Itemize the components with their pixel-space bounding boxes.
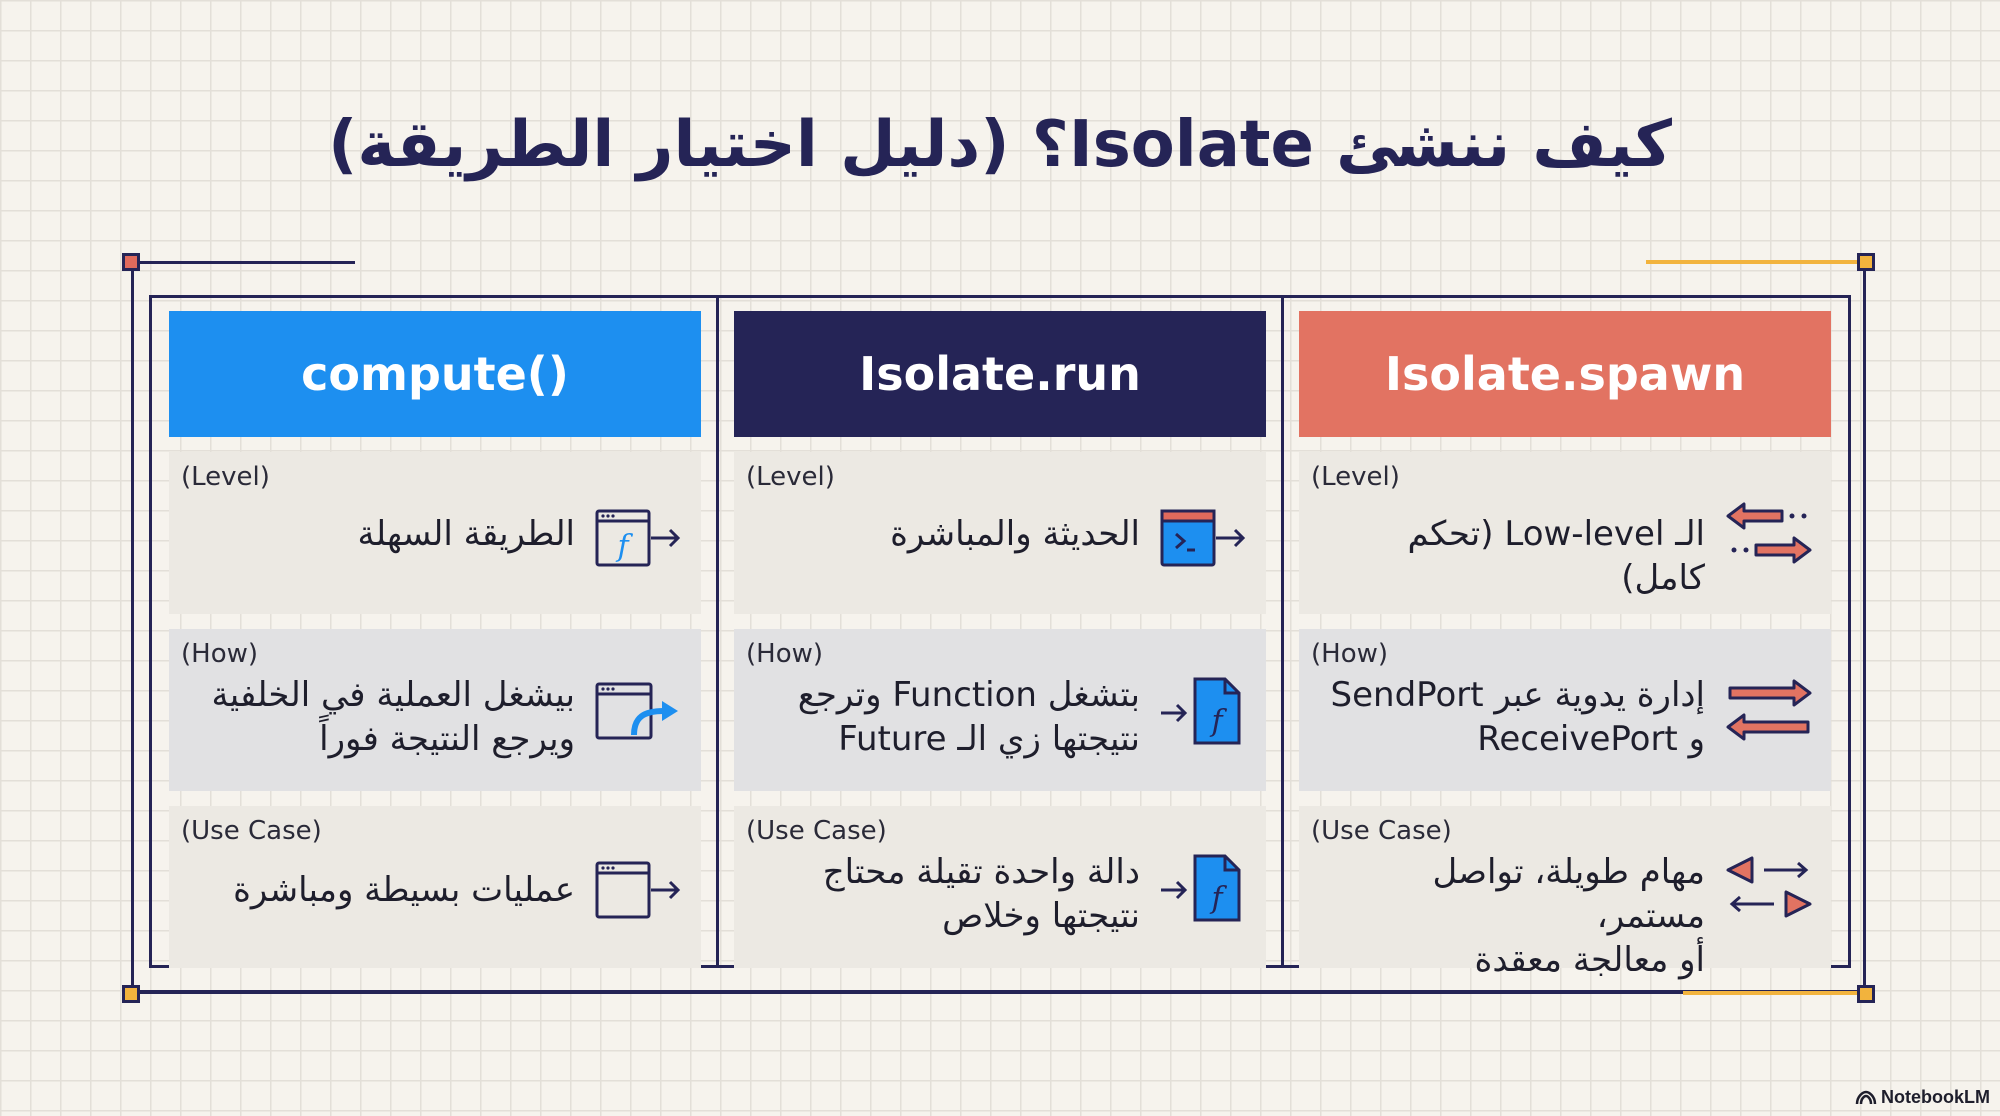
text-line: دالة واحدة تقيلة محتاج	[822, 852, 1140, 892]
text-line: أو معالجة معقدة	[1474, 940, 1705, 980]
bidirectional-arrows-icon	[1724, 498, 1814, 570]
exchange-triangle-arrows-icon	[1724, 852, 1814, 924]
function-window-arrow-icon	[594, 504, 684, 576]
run-how-text	[750, 673, 1140, 761]
run-usecase-cell	[734, 806, 1266, 968]
spawn-usecase-text	[1315, 850, 1705, 982]
header-isolate-run: Isolate.run	[734, 311, 1266, 437]
run-level-cell	[734, 452, 1266, 614]
svg-text:f: f	[617, 529, 629, 564]
window-return-arrow-icon	[594, 677, 684, 749]
column-separator	[1281, 295, 1284, 968]
text-line: عمليات بسيطة ومباشرة	[233, 870, 575, 910]
svg-text:f: f	[1211, 704, 1223, 739]
text-line: إدارة يدوية عبر SendPort	[1330, 675, 1705, 715]
row-tag-use-case: (Use Case)	[746, 816, 887, 846]
send-receive-arrows-icon	[1724, 675, 1814, 747]
compute-level-cell	[169, 452, 701, 614]
compute-usecase-cell	[169, 806, 701, 968]
text-line: الحديثة والمباشرة	[890, 514, 1140, 554]
spawn-usecase-cell	[1299, 806, 1831, 980]
text-line: الطريقة السهلة	[357, 514, 575, 554]
notebooklm-brand	[1855, 1087, 1990, 1108]
bottom-rule	[140, 990, 1866, 993]
top-left-rule	[140, 261, 355, 264]
corner-marker-top-left	[122, 253, 140, 271]
spawn-level-text	[1315, 512, 1705, 600]
run-how-cell	[734, 629, 1266, 791]
header-compute: compute()	[169, 311, 701, 437]
row-tag-how: (How)	[181, 639, 259, 669]
compute-how-cell	[169, 629, 701, 791]
compute-level-text	[185, 512, 575, 556]
notebooklm-logo-icon	[1855, 1090, 1877, 1106]
spawn-how-text	[1315, 673, 1705, 761]
text-line: و ReceivePort	[1477, 719, 1705, 759]
compute-how-text	[185, 673, 575, 761]
text-line: الـ Low-level (تحكم كامل)	[1407, 514, 1705, 598]
row-tag-level: (Level)	[181, 462, 270, 492]
header-isolate-spawn: Isolate.spawn	[1299, 311, 1831, 437]
bottom-right-rule	[1683, 991, 1866, 995]
compute-usecase-text	[185, 868, 575, 912]
window-arrow-icon	[594, 856, 684, 928]
arrow-function-file-icon	[1159, 852, 1249, 924]
terminal-window-arrow-icon	[1159, 504, 1249, 576]
run-usecase-text	[750, 850, 1140, 938]
svg-text:f: f	[1211, 881, 1223, 916]
row-tag-use-case: (Use Case)	[181, 816, 322, 846]
row-tag-level: (Level)	[746, 462, 835, 492]
text-line: بيشغل العملية في الخلفية	[211, 675, 575, 715]
page-title: كيف ننشئ Isolate؟ (دليل اختيار الطريقة)	[328, 108, 1672, 182]
corner-marker-bottom-right	[1857, 985, 1875, 1003]
text-line: نتيجتها وخلاص	[942, 896, 1140, 936]
row-tag-level: (Level)	[1311, 462, 1400, 492]
row-tag-how: (How)	[1311, 639, 1389, 669]
text-line: مهام طويلة، تواصل مستمر،	[1432, 852, 1705, 936]
top-right-rule	[1646, 260, 1866, 264]
brand-label: NotebookLM	[1881, 1087, 1990, 1107]
column-separator	[716, 295, 719, 968]
run-level-text	[750, 512, 1140, 556]
arrow-function-file-icon	[1159, 675, 1249, 747]
row-tag-how: (How)	[746, 639, 824, 669]
corner-marker-top-right	[1857, 253, 1875, 271]
corner-marker-bottom-left	[122, 985, 140, 1003]
spawn-level-cell	[1299, 452, 1831, 614]
text-line: ويرجع النتيجة فوراً	[319, 719, 575, 759]
row-tag-use-case: (Use Case)	[1311, 816, 1452, 846]
text-line: نتيجتها زي الـ Future	[838, 719, 1140, 759]
text-line: بتشغل Function وترجع	[797, 675, 1140, 715]
spawn-how-cell	[1299, 629, 1831, 791]
